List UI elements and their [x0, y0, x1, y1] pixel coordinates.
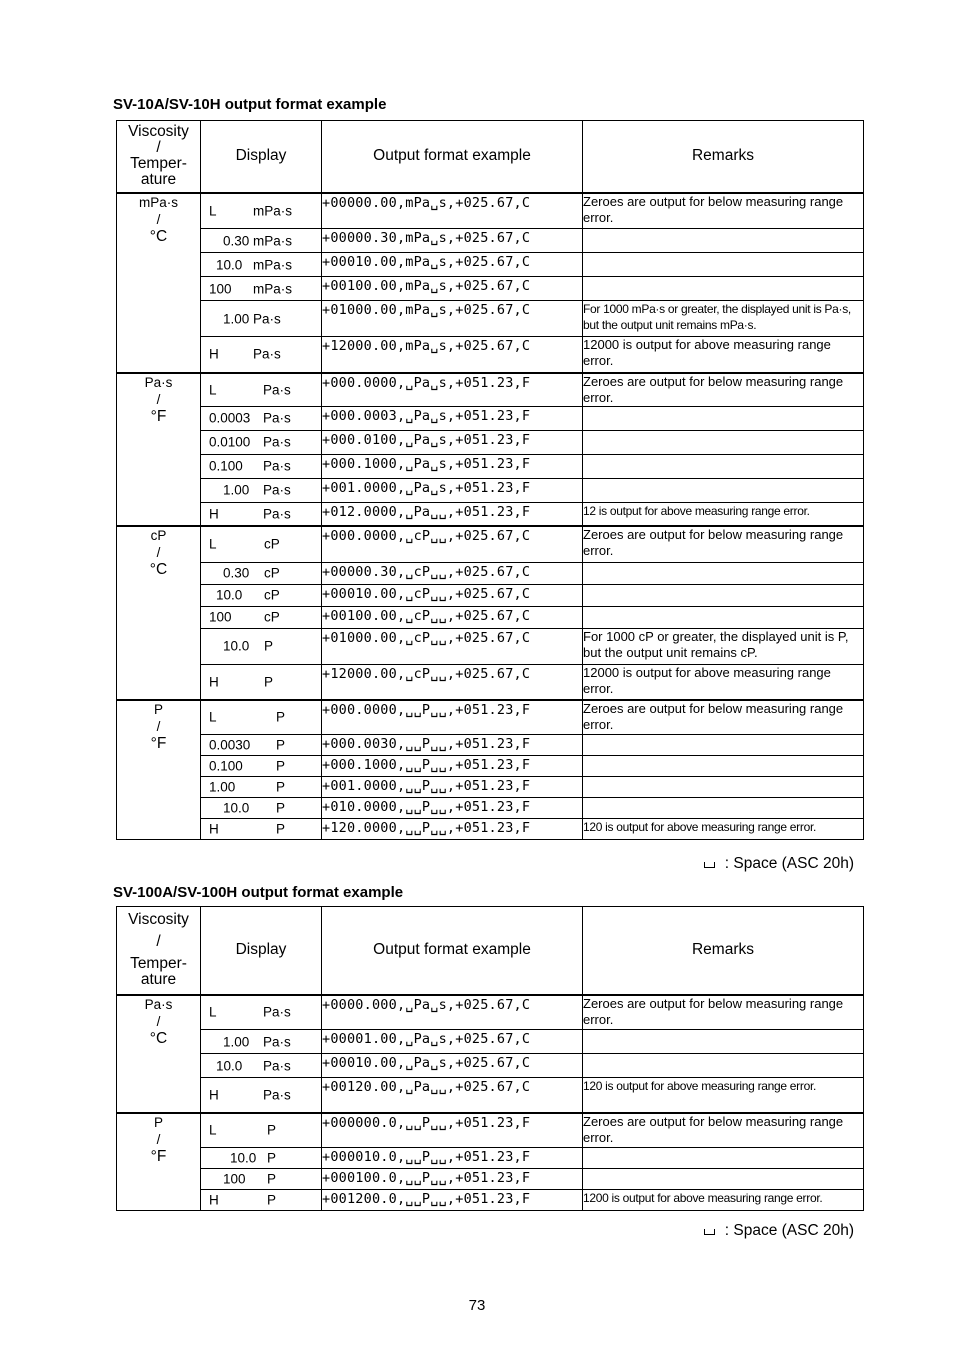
table-row: [117, 606, 864, 628]
remarks-cell: [583, 478, 864, 502]
remarks-cell: [583, 606, 864, 628]
display-value: 0.30: [223, 565, 250, 581]
display-cell: [201, 454, 322, 478]
remarks-cell: Zeroes are output for below measuring range error.: [583, 193, 864, 229]
output-format-cell: +000.0000,␣Pa␣s,+051.23,F: [322, 373, 583, 407]
col-header-viscosity-temperature: [117, 121, 201, 193]
col-header-display: Display: [201, 907, 322, 995]
table-row: [117, 755, 864, 776]
remarks-cell: Zeroes are output for below measuring range error.: [583, 526, 864, 562]
table-row: [117, 502, 864, 526]
output-format-cell: +001200.0,␣␣P␣␣,+051.23,F: [322, 1190, 583, 1211]
unit-group-label: °C: [149, 227, 168, 245]
display-cell: [201, 229, 322, 253]
unit-group-cell: [117, 193, 201, 373]
display-cell: [201, 526, 322, 562]
display-cell: [201, 797, 322, 818]
display-value: L: [209, 1122, 217, 1138]
output-format-cell: +00000.30,mPa␣s,+025.67,C: [322, 229, 583, 253]
display-value: L: [209, 709, 217, 725]
output-format-cell: +000.0100,␣Pa␣s,+051.23,F: [322, 430, 583, 454]
remarks-cell: [583, 1030, 864, 1054]
remarks-cell: For 1000 mPa·s or greater, the displayed unit is Pa·s, but the output unit remains mPa·s.: [583, 301, 864, 337]
display-unit: P: [267, 1192, 277, 1208]
space-footnote-2: : Space (ASC 20h): [704, 1222, 854, 1240]
display-value: 10.0: [216, 587, 243, 603]
display-value: 100: [223, 1171, 246, 1187]
remarks-cell: 1200 is output for above measuring range error.: [583, 1190, 864, 1211]
section1-title: SV-10A/SV-10H output format example: [113, 96, 387, 113]
unit-group-label: cP: [150, 528, 167, 543]
display-value: 1.00: [223, 1034, 250, 1049]
display-unit: P: [276, 737, 286, 752]
unit-group-label: Pa·s: [144, 996, 173, 1012]
unit-group-label: Pa·s: [144, 374, 173, 390]
remarks-cell: [583, 776, 864, 797]
display-value: 0.30: [223, 233, 250, 248]
display-cell: [201, 406, 322, 430]
unit-group-label: P: [153, 702, 163, 717]
display-unit: mPa·s: [253, 233, 293, 248]
remarks-cell: [583, 755, 864, 776]
remarks-cell: Zeroes are output for below measuring range error.: [583, 1113, 864, 1148]
unit-group-label: °F: [150, 1147, 167, 1165]
display-cell: [201, 1030, 322, 1054]
display-value: 10.0: [223, 800, 250, 815]
display-cell: [201, 193, 322, 229]
output-format-cell: +000010.0,␣␣P␣␣,+051.23,F: [322, 1148, 583, 1169]
col-header-display: Display: [201, 121, 322, 193]
display-cell: [201, 664, 322, 700]
remarks-cell: [583, 1148, 864, 1169]
display-cell: [201, 606, 322, 628]
display-value: H: [209, 1192, 219, 1208]
display-unit: P: [276, 800, 286, 815]
table-row: [117, 337, 864, 373]
unit-group-cell: [117, 1113, 201, 1211]
display-cell: [201, 1078, 322, 1113]
sv100-output-format-table: [116, 906, 864, 1211]
display-cell: [201, 1169, 322, 1190]
display-value: 0.0100: [209, 434, 251, 450]
header-unit-line: ature: [140, 171, 177, 189]
remarks-cell: Zeroes are output for below measuring range error.: [583, 995, 864, 1030]
display-cell: [201, 301, 322, 337]
display-value: 0.0003: [209, 410, 251, 426]
display-cell: [201, 1190, 322, 1211]
display-cell: [201, 995, 322, 1030]
remarks-cell: 12000 is output for above measuring range error.: [583, 664, 864, 700]
unit-group-label: °C: [149, 561, 168, 578]
unit-group-label: /: [156, 719, 161, 734]
output-format-cell: +00000.30,␣cP␣␣,+025.67,C: [322, 562, 583, 584]
display-value: 10.0: [223, 638, 250, 654]
display-cell: [201, 734, 322, 755]
table-row: [117, 776, 864, 797]
display-value: H: [209, 346, 219, 362]
display-unit: Pa·s: [263, 1058, 291, 1073]
space-symbol-icon: [704, 1229, 715, 1235]
display-value: 10.0: [216, 257, 243, 272]
sv10-output-format-table: [116, 120, 864, 840]
display-unit: Pa·s: [263, 1004, 291, 1020]
display-value: 100: [209, 609, 232, 625]
table-row: [117, 1113, 864, 1148]
table-row: [117, 1078, 864, 1113]
display-unit: P: [276, 821, 286, 836]
output-format-cell: +012.0000,␣Pa␣␣,+051.23,F: [322, 502, 583, 526]
display-value: H: [209, 674, 219, 690]
output-format-cell: +01000.00,mPa␣s,+025.67,C: [322, 301, 583, 337]
remarks-cell: 12 is output for above measuring range error.: [583, 502, 864, 526]
display-unit: Pa·s: [253, 346, 281, 362]
output-format-cell: +000.0000,␣␣P␣␣,+051.23,F: [322, 700, 583, 734]
display-cell: [201, 584, 322, 606]
display-value: L: [209, 536, 217, 552]
table-row: [117, 253, 864, 277]
section2-title: SV-100A/SV-100H output format example: [113, 884, 404, 901]
display-cell: [201, 337, 322, 373]
remarks-cell: For 1000 cP or greater, the displayed unit is P, but the output unit remains cP.: [583, 628, 864, 664]
header-unit-line: Temper-: [130, 955, 187, 973]
unit-group-cell: [117, 995, 201, 1113]
display-cell: [201, 755, 322, 776]
display-value: H: [209, 1087, 219, 1103]
header-unit-line: Temper-: [130, 155, 187, 173]
display-unit: Pa·s: [263, 410, 291, 426]
output-format-cell: +00000.00,mPa␣s,+025.67,C: [322, 193, 583, 229]
table-row: [117, 526, 864, 562]
display-value: 1.00: [223, 482, 250, 498]
table-row: [117, 454, 864, 478]
display-value: L: [209, 382, 217, 397]
display-unit: cP: [264, 587, 280, 603]
table-row: [117, 628, 864, 664]
output-format-cell: +00001.00,␣Pa␣s,+025.67,C: [322, 1030, 583, 1054]
output-format-cell: +00010.00,mPa␣s,+025.67,C: [322, 253, 583, 277]
display-unit: P: [267, 1150, 277, 1166]
display-unit: P: [267, 1171, 277, 1187]
output-format-cell: +01000.00,␣cP␣␣,+025.67,C: [322, 628, 583, 664]
display-unit: Pa·s: [263, 1034, 291, 1049]
remarks-cell: 120 is output for above measuring range error.: [583, 818, 864, 839]
output-format-cell: +001.0000,␣Pa␣s,+051.23,F: [322, 478, 583, 502]
output-format-cell: +000.1000,␣␣P␣␣,+051.23,F: [322, 755, 583, 776]
remarks-cell: [583, 406, 864, 430]
table-row: [117, 818, 864, 839]
display-unit: cP: [264, 536, 280, 552]
table-row: [117, 1030, 864, 1054]
output-format-cell: +000.0000,␣cP␣␣,+025.67,C: [322, 526, 583, 562]
unit-group-label: °F: [150, 407, 167, 425]
display-value: 1.00: [223, 311, 250, 326]
header-row: [117, 907, 864, 995]
remarks-cell: [583, 430, 864, 454]
display-cell: [201, 502, 322, 526]
unit-group-cell: [117, 700, 201, 839]
display-unit: Pa·s: [253, 311, 281, 326]
unit-group-label: /: [156, 391, 161, 407]
header-unit-line: /: [156, 139, 161, 157]
table-row: [117, 430, 864, 454]
display-cell: [201, 430, 322, 454]
unit-group-label: /: [156, 1131, 161, 1147]
display-unit: Pa·s: [263, 382, 291, 397]
table-row: [117, 1148, 864, 1169]
output-format-cell: +001.0000,␣␣P␣␣,+051.23,F: [322, 776, 583, 797]
output-format-cell: +12000.00,␣cP␣␣,+025.67,C: [322, 664, 583, 700]
output-format-cell: +000000.0,␣␣P␣␣,+051.23,F: [322, 1113, 583, 1148]
display-value: 1.00: [209, 779, 236, 794]
table-row: [117, 797, 864, 818]
output-format-cell: +120.0000,␣␣P␣␣,+051.23,F: [322, 818, 583, 839]
output-format-cell: +000.0003,␣Pa␣s,+051.23,F: [322, 406, 583, 430]
display-cell: [201, 478, 322, 502]
remarks-cell: [583, 734, 864, 755]
remarks-cell: 120 is output for above measuring range error.: [583, 1078, 864, 1113]
display-cell: [201, 253, 322, 277]
display-unit: cP: [264, 565, 280, 581]
display-unit: mPa·s: [253, 281, 293, 296]
remarks-cell: [583, 1169, 864, 1190]
table-row: [117, 301, 864, 337]
table-row: [117, 373, 864, 407]
header-unit-line: Viscosity: [128, 123, 189, 141]
unit-group-label: °C: [149, 1029, 168, 1047]
remarks-cell: [583, 797, 864, 818]
display-value: L: [209, 203, 217, 219]
display-unit: Pa·s: [263, 458, 291, 474]
display-value: 100: [209, 281, 232, 296]
space-footnote-1: : Space (ASC 20h): [704, 855, 854, 873]
display-cell: [201, 818, 322, 839]
table-row: [117, 734, 864, 755]
display-unit: P: [276, 709, 286, 725]
unit-group-label: /: [156, 211, 161, 227]
table-row: [117, 406, 864, 430]
col-header-remarks: Remarks: [583, 907, 864, 995]
output-format-cell: +010.0000,␣␣P␣␣,+051.23,F: [322, 797, 583, 818]
display-value: 0.0030: [209, 737, 251, 752]
remarks-cell: [583, 277, 864, 301]
display-cell: [201, 776, 322, 797]
display-cell: [201, 700, 322, 734]
output-format-cell: +12000.00,mPa␣s,+025.67,C: [322, 337, 583, 373]
display-unit: P: [264, 638, 274, 654]
table-row: [117, 664, 864, 700]
display-unit: P: [267, 1122, 277, 1138]
output-format-cell: +000.0030,␣␣P␣␣,+051.23,F: [322, 734, 583, 755]
table-row: [117, 478, 864, 502]
remarks-cell: Zeroes are output for below measuring range error.: [583, 373, 864, 407]
display-cell: [201, 1148, 322, 1169]
col-header-viscosity-temperature: [117, 907, 201, 995]
output-format-cell: +00100.00,mPa␣s,+025.67,C: [322, 277, 583, 301]
display-cell: [201, 277, 322, 301]
display-unit: Pa·s: [263, 1087, 291, 1103]
header-unit-line: /: [156, 933, 161, 951]
output-format-cell: +000.1000,␣Pa␣s,+051.23,F: [322, 454, 583, 478]
display-unit: P: [264, 674, 274, 690]
table-row: [117, 1190, 864, 1211]
output-format-cell: +000100.0,␣␣P␣␣,+051.23,F: [322, 1169, 583, 1190]
table-row: [117, 1054, 864, 1078]
display-unit: cP: [264, 609, 280, 625]
remarks-cell: [583, 454, 864, 478]
display-value: 10.0: [216, 1058, 243, 1073]
header-row: [117, 121, 864, 193]
display-unit: mPa·s: [253, 203, 293, 219]
table-row: [117, 229, 864, 253]
table-row: [117, 995, 864, 1030]
display-value: 0.100: [209, 758, 243, 773]
header-unit-line: ature: [140, 971, 177, 989]
display-cell: [201, 628, 322, 664]
display-value: 10.0: [230, 1150, 257, 1166]
remarks-cell: Zeroes are output for below measuring range error.: [583, 700, 864, 734]
unit-group-label: mPa·s: [138, 194, 178, 210]
output-format-cell: +00100.00,␣cP␣␣,+025.67,C: [322, 606, 583, 628]
display-unit: P: [276, 779, 286, 794]
col-header-remarks: Remarks: [583, 121, 864, 193]
unit-group-label: °F: [150, 735, 167, 752]
table-row: [117, 700, 864, 734]
remarks-cell: 12000 is output for above measuring range error.: [583, 337, 864, 373]
remarks-cell: [583, 584, 864, 606]
output-format-cell: +00010.00,␣Pa␣s,+025.67,C: [322, 1054, 583, 1078]
unit-group-label: /: [156, 545, 161, 560]
display-unit: mPa·s: [253, 257, 293, 272]
col-header-output: Output format example: [322, 121, 583, 193]
remarks-cell: [583, 229, 864, 253]
display-cell: [201, 562, 322, 584]
remarks-cell: [583, 1054, 864, 1078]
output-format-cell: +00010.00,␣cP␣␣,+025.67,C: [322, 584, 583, 606]
display-cell: [201, 1054, 322, 1078]
unit-group-cell: [117, 526, 201, 700]
table-row: [117, 562, 864, 584]
display-value: 0.100: [209, 458, 243, 474]
remarks-cell: [583, 253, 864, 277]
col-header-output: Output format example: [322, 907, 583, 995]
display-unit: Pa·s: [263, 434, 291, 450]
output-format-cell: +0000.000,␣Pa␣s,+025.67,C: [322, 995, 583, 1030]
unit-group-cell: [117, 373, 201, 527]
table-row: [117, 193, 864, 229]
display-cell: [201, 373, 322, 407]
display-value: H: [209, 821, 219, 836]
page-number: 73: [468, 1297, 486, 1314]
space-symbol-icon: [704, 862, 715, 868]
table-row: [117, 584, 864, 606]
display-cell: [201, 1113, 322, 1148]
table-row: [117, 1169, 864, 1190]
header-unit-line: Viscosity: [128, 911, 189, 929]
display-value: H: [209, 506, 219, 522]
table-row: [117, 277, 864, 301]
unit-group-label: P: [153, 1114, 163, 1130]
display-value: L: [209, 1004, 217, 1020]
display-unit: P: [276, 758, 286, 773]
display-unit: Pa·s: [263, 482, 291, 498]
remarks-cell: [583, 562, 864, 584]
display-unit: Pa·s: [263, 506, 291, 522]
output-format-cell: +00120.00,␣Pa␣␣,+025.67,C: [322, 1078, 583, 1113]
unit-group-label: /: [156, 1013, 161, 1029]
